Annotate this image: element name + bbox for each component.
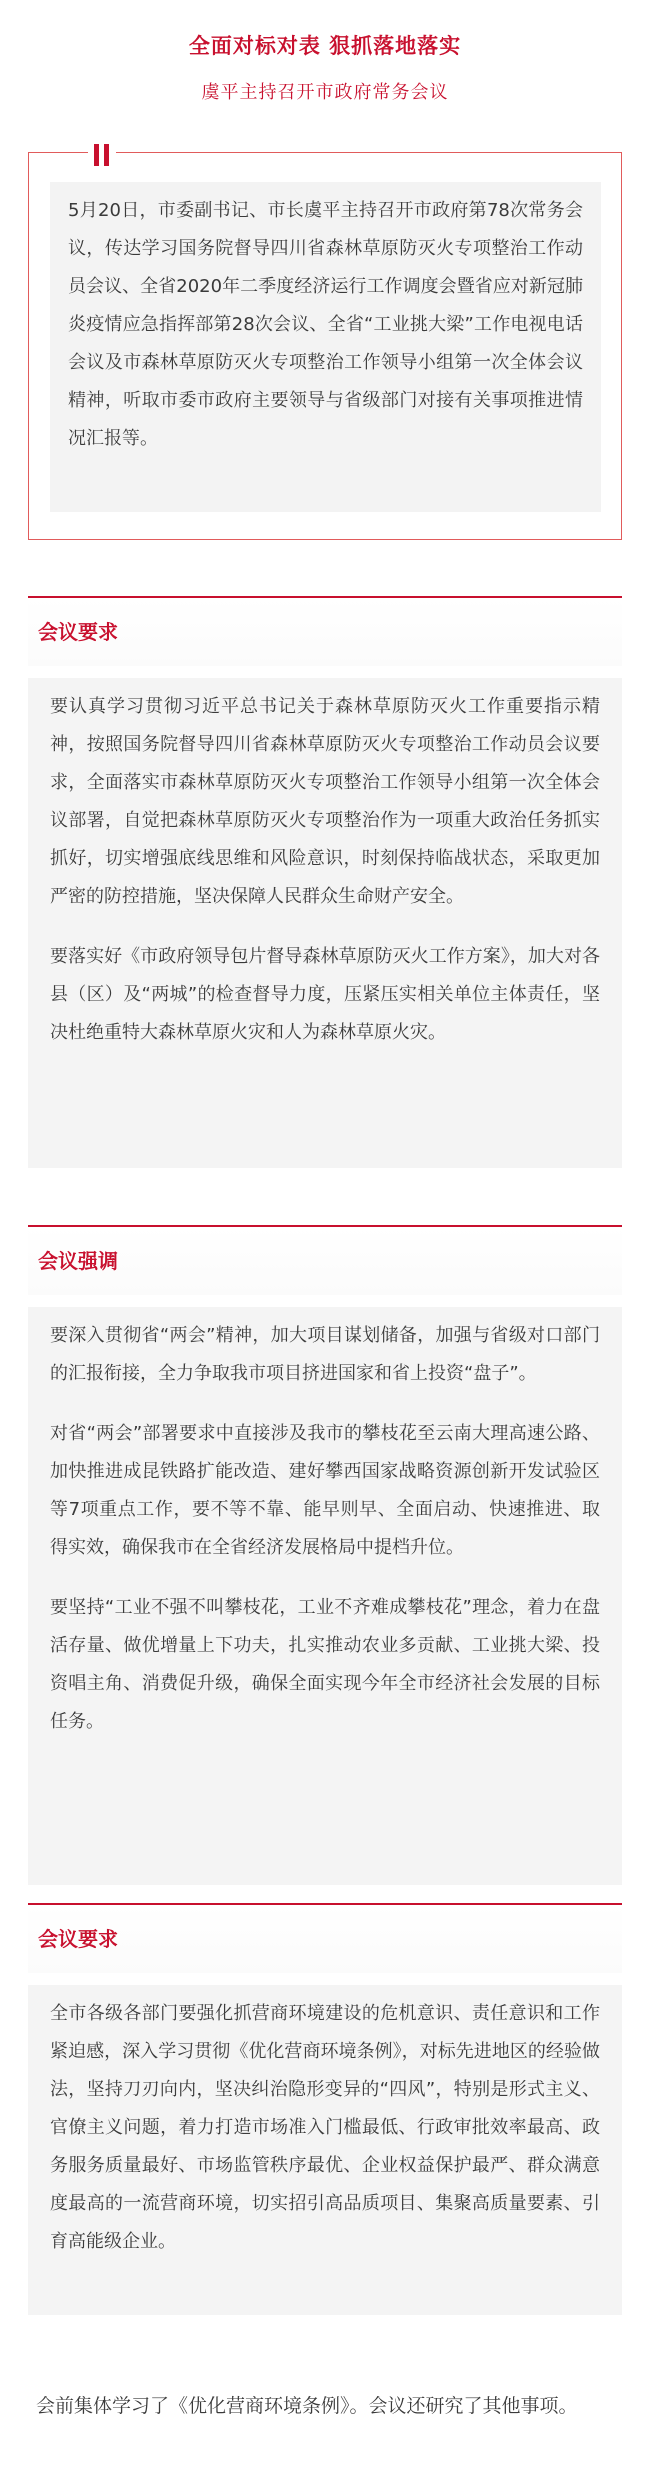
section-paragraph: 全市各级各部门要强化抓营商环境建设的危机意识、责任意识和工作紧迫感，深入学习贯彻《优化营商环境条例》，对标先进地区的经验做法，坚持刀刃向内，坚决纠治隐形变异的“四风”，特别是形式主义、官僚主义问题，着力打造市场准入门槛最低、行政审批效率最高、政务服务质量最好、市场监管秩序最优、企业权益保护最严、群众满意度最高的一流营商环境，切实招引高品质项目、集聚高质量要素、引育高能级企业。 — [50, 2003, 600, 2252]
section-body-1 — [28, 678, 622, 1168]
section-header-2 — [28, 1225, 622, 1295]
section-paragraph: 要深入贯彻省“两会”精神，加大项目谋划储备，加强与省级对口部门的汇报衔接，全力争取我市项目挤进国家和省上投资“盘子”。 — [50, 1325, 600, 1384]
double-bar-icon — [88, 144, 116, 166]
closing-paragraph: 会前集体学习了《优化营商环境条例》。会议还研究了其他事项。 — [36, 2395, 578, 2417]
section-title: 会议要求 — [38, 620, 118, 644]
article-headline: 全面对标对表 狠抓落地落实 — [188, 34, 462, 58]
section-title: 会议要求 — [38, 1927, 118, 1951]
section-paragraph: 对省“两会”部署要求中直接涉及我市的攀枝花至云南大理高速公路、加快推进成昆铁路扩能改造、建好攀西国家战略资源创新开发试验区等7项重点工作，要不等不靠、能早则早、全面启动、快速推进、取得实效，确保我市在全省经济发展格局中提档升位。 — [50, 1423, 600, 1558]
section-header-3 — [28, 1903, 622, 1973]
article-subtitle: 虞平主持召开市政府常务会议 — [201, 82, 449, 103]
section-header-1 — [28, 596, 622, 666]
intro-paragraph: 5月20日，市委副书记、市长虞平主持召开市政府第78次常务会议，传达学习国务院督导四川省森林草原防灭火专项整治工作动员会议、全省2020年二季度经济运行工作调度会暨省应对新冠肺炎疫情应急指挥部第28次会议、全省“工业挑大梁”工作电视电话会议及市森林草原防灭火专项整治工作领导小组第一次全体会议精神，听取市委市政府主要领导与省级部门对接有关事项推进情况汇报等。 — [68, 200, 583, 449]
section-body-3 — [28, 1985, 622, 2315]
section-paragraph: 要坚持“工业不强不叫攀枝花，工业不齐难成攀枝花”理念，着力在盘活存量、做优增量上下功夫，扎实推动农业多贡献、工业挑大梁、投资唱主角、消费促升级，确保全面实现今年全市经济社会发展的目标任务。 — [50, 1597, 600, 1732]
section-paragraph: 要落实好《市政府领导包片督导森林草原防灭火工作方案》，加大对各县（区）及“两城”的检查督导力度，压紧压实相关单位主体责任，坚决杜绝重特大森林草原火灾和人为森林草原火灾。 — [50, 946, 600, 1043]
section-body-2 — [28, 1307, 622, 1885]
intro-box — [50, 182, 601, 512]
section-paragraph: 要认真学习贯彻习近平总书记关于森林草原防灭火工作重要指示精神，按照国务院督导四川省森林草原防灭火专项整治工作动员会议要求，全面落实市森林草原防灭火专项整治工作领导小组第一次全体会议部署，自觉把森林草原防灭火专项整治作为一项重大政治任务抓实抓好，切实增强底线思维和风险意识，时刻保持临战状态，采取更加严密的防控措施，坚决保障人民群众生命财产安全。 — [50, 696, 600, 907]
section-title: 会议强调 — [38, 1249, 118, 1273]
